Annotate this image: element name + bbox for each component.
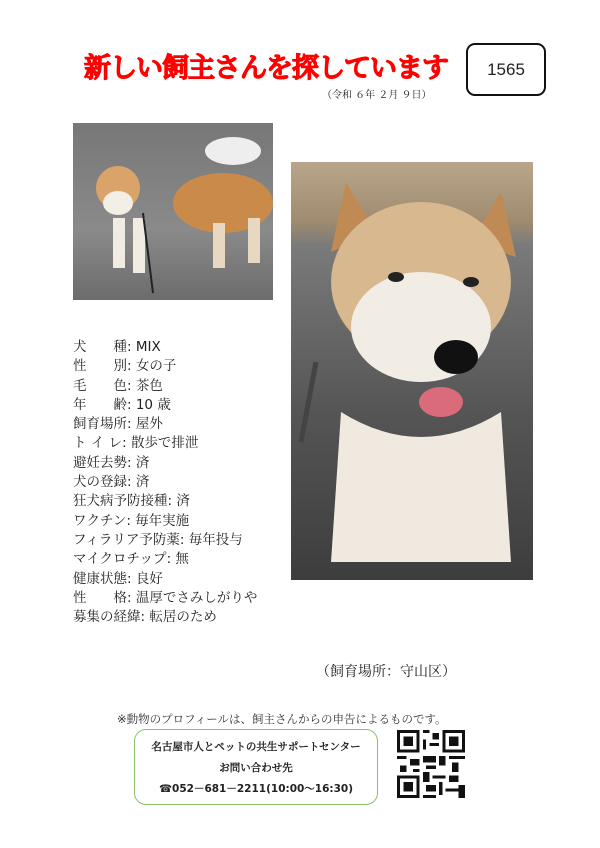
id-number: 1565 [487, 59, 525, 79]
profile-value: 10 歳 [135, 396, 171, 413]
contact-heading: お問い合わせ先 [219, 762, 293, 774]
profile-value: 無 [175, 551, 189, 568]
contact-org: 名古屋市人とペットの共生サポートセンター [151, 741, 361, 753]
contact-phone[interactable]: ☎052－681－2211(10:00～16:30) [158, 783, 354, 795]
location: （飼育場所：守山区） [316, 664, 456, 680]
profile-row: 避妊去勢 : 済 [73, 454, 257, 473]
profile-label: 犬 種 [73, 339, 127, 355]
profile-row: 狂犬病予防接種 : 済 [73, 492, 257, 511]
profile-list [73, 338, 257, 627]
profile-label: 狂犬病予防接種 [73, 493, 168, 510]
contact-box [134, 729, 378, 805]
profile-row: 健康状態 : 良好 [73, 570, 257, 589]
profile-value: 茶色 [135, 377, 163, 394]
profile-row: 性 格 : 温厚でさみしがりや [73, 589, 257, 608]
profile-label: ト イ レ [73, 435, 123, 452]
date: （令和 ６年 ２月 ９日） [322, 90, 432, 101]
profile-row: 犬の登録 : 済 [73, 473, 257, 492]
profile-value: 女の子 [135, 358, 177, 375]
profile-value: 温厚でさみしがりや [135, 589, 258, 606]
profile-label: 募集の経緯 [73, 609, 141, 626]
profile-row: 年 齢 : 10 歳 [73, 396, 257, 415]
profile-label: 性 別 [73, 358, 127, 375]
profile-value: 済 [135, 454, 150, 471]
id-number-box [466, 43, 546, 96]
profile-row: ト イ レ : 散歩で排泄 [73, 434, 257, 453]
profile-row: マイクロチップ : 無 [73, 550, 257, 569]
profile-value: 転居のため [149, 609, 217, 626]
qr-code-icon[interactable] [397, 730, 465, 798]
profile-row: 飼育場所 : 屋外 [73, 415, 257, 434]
profile-label: 避妊去勢 [73, 454, 127, 471]
profile-label: 犬の登録 [73, 474, 127, 491]
profile-label: 毛 色 [73, 377, 127, 394]
profile-row: 犬 種 : MIX [73, 338, 257, 357]
profile-row: 毛 色 : 茶色 [73, 377, 257, 396]
dog-photo-full-body [73, 123, 273, 300]
profile-label: マイクロチップ [73, 551, 167, 568]
profile-value: 毎年投与 [188, 531, 243, 548]
profile-row: 性 別 : 女の子 [73, 357, 257, 376]
dog-photo-face [291, 162, 533, 580]
profile-value: 済 [135, 474, 150, 491]
profile-value: 済 [176, 493, 190, 510]
profile-value: MIX [135, 339, 161, 355]
profile-value: 良好 [135, 570, 163, 587]
profile-row: フィラリア予防薬 : 毎年投与 [73, 531, 257, 550]
profile-label: 健康状態 [73, 570, 127, 587]
profile-value: 毎年実施 [135, 512, 190, 529]
profile-label: 飼育場所 [73, 416, 127, 433]
profile-label: 年 齢 [73, 396, 127, 413]
disclaimer-note: ※動物のプロフィールは、飼主さんからの申告によるものです。 [117, 712, 447, 726]
page-title: 新しい飼主さんを探しています [84, 53, 448, 84]
profile-label: 性 格 [73, 589, 127, 606]
profile-value: 屋外 [135, 416, 163, 433]
profile-label: ワクチン [73, 512, 127, 529]
profile-row: ワクチン : 毎年実施 [73, 512, 257, 531]
profile-value: 散歩で排泄 [130, 435, 199, 452]
profile-row: 募集の経緯 : 転居のため [73, 608, 257, 627]
profile-label: フィラリア予防薬 [73, 531, 180, 548]
